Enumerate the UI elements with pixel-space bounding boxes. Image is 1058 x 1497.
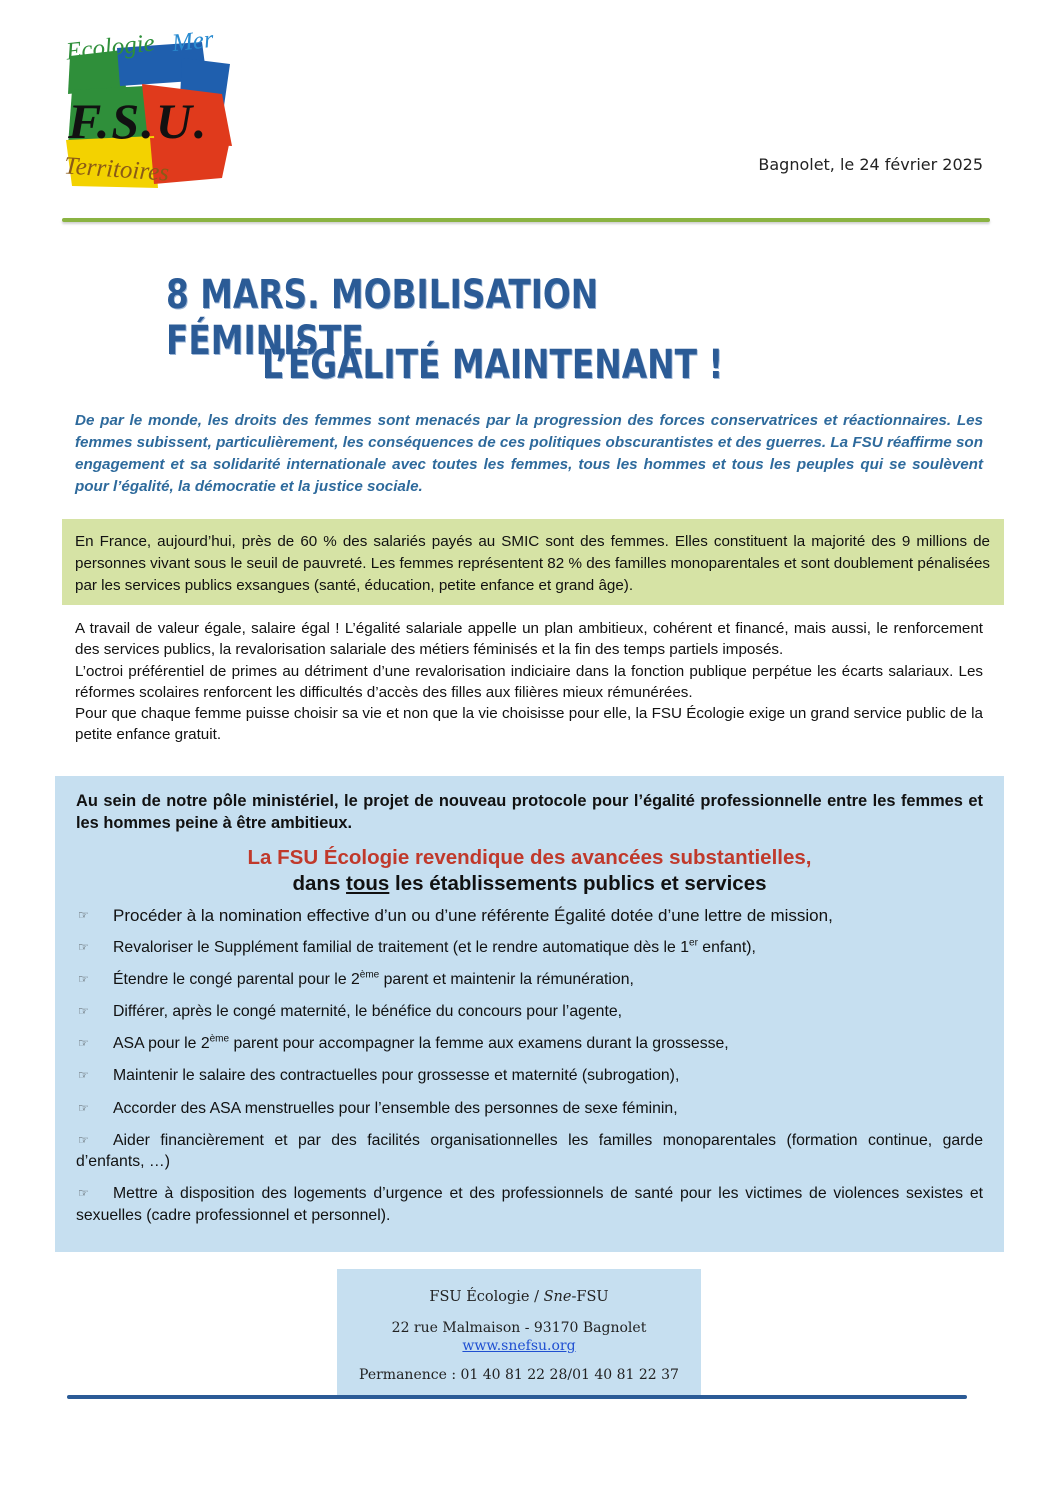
pointing-hand-icon: ☞ bbox=[78, 1004, 89, 1019]
demand-item bbox=[76, 1098, 983, 1120]
claim-line-1: La FSU Écologie revendique des avancées substantielles, bbox=[247, 846, 812, 869]
statistics-text: En France, aujourd’hui, près de 60 % des salariés payés au SMIC sont des femmes. Elles constituent la majorité des 9 millions de personnes vivant sous le seuil de pauvreté. Les femmes représentent 82 % des familles monoparentales et sont doublement pénalisées par les services publics exsangues (santé, éducation, petite enfance et grand âge). bbox=[75, 533, 990, 594]
logo-word-ecologie: Ecologie bbox=[64, 29, 156, 66]
demand-item bbox=[76, 1065, 983, 1087]
headline-line-1: 8 MARS. MOBILISATION FÉMINISTE bbox=[166, 272, 599, 364]
footer-address: 22 rue Malmaison - 93170 Bagnolet bbox=[391, 1320, 647, 1336]
headline-line-2: L’ÉGALITÉ MAINTENANT ! bbox=[262, 342, 724, 388]
footer-org-name: FSU Écologie / bbox=[429, 1289, 544, 1305]
document-date: Bagnolet, le 24 février 2025 bbox=[758, 155, 983, 174]
demand-text-tail: parent et maintenir la rémunération, bbox=[379, 971, 634, 989]
demand-superscript: ème bbox=[359, 969, 380, 981]
claim-line-2-start: dans bbox=[292, 872, 347, 895]
footer-org-suffix: -FSU bbox=[571, 1289, 609, 1305]
intro-paragraph: De par le monde, les droits des femmes sont menacés par la progression des forces conservatrices et réactionnaires. Les femmes subissent, particulièrement, les conséquences de ces politiques obscurantistes et des guerres. La FSU réaffirme son engagement et sa solidarité internationale avec toutes les femmes, tous les hommes et tous les peuples qui se soulèvent pour l’égalité, la démocratie et la justice sociale. bbox=[75, 412, 983, 495]
pointing-hand-icon: ☞ bbox=[78, 1036, 89, 1051]
pointing-hand-icon: ☞ bbox=[78, 972, 89, 987]
claim-line-2-end: les établissements publics et services bbox=[389, 872, 767, 895]
body-paragraph-1: A travail de valeur égale, salaire égal ! L’égalité salariale appelle un plan ambitieux, cohérent et financé, mais aussi, le renforcement des services publics, la revalorisation salariale des métiers féminisés et la fin des temps partiels imposés. bbox=[75, 620, 983, 659]
demand-text: Revaloriser le Supplément familial de traitement (et le rendre automatique dès le 1 bbox=[113, 939, 690, 957]
demand-item bbox=[76, 1183, 983, 1226]
footer-phone: Permanence : 01 40 81 22 28/01 40 81 22 37 bbox=[359, 1367, 679, 1383]
demand-item bbox=[76, 1001, 983, 1023]
demand-text-tail: parent pour accompagner la femme aux examens durant la grossesse, bbox=[229, 1035, 729, 1053]
demands-lead: Au sein de notre pôle ministériel, le projet de nouveau protocole pour l’égalité professionnelle entre les femmes et les hommes peine à être ambitieux. bbox=[76, 792, 983, 832]
demand-item bbox=[76, 937, 983, 959]
footer-organization bbox=[337, 1289, 701, 1305]
fsu-logo bbox=[62, 25, 237, 198]
claim-line-2-emphasis: tous bbox=[346, 872, 390, 895]
logo-word-territoires: Territoires bbox=[63, 152, 170, 187]
demand-item bbox=[76, 1033, 983, 1055]
header-divider bbox=[62, 218, 990, 222]
logo-word-fsu: F.S.U. bbox=[68, 93, 209, 149]
demand-text: Maintenir le salaire des contractuelles pour grossesse et maternité (subrogation), bbox=[113, 1067, 680, 1085]
statistics-box bbox=[62, 519, 1004, 605]
claim-line-2 bbox=[76, 871, 983, 897]
footer-divider bbox=[67, 1395, 967, 1399]
demand-text: Différer, après le congé maternité, le bénéfice du concours pour l’agente, bbox=[113, 1003, 623, 1021]
demand-superscript: ème bbox=[209, 1034, 230, 1046]
demand-text: Aider financièrement et par des facilités organisationnelles les familles monoparentales (formation continue, garde d’enfants, …) bbox=[76, 1131, 983, 1171]
demand-text: ASA pour le 2 bbox=[113, 1035, 210, 1053]
demands-box bbox=[55, 776, 1004, 1252]
website-link[interactable]: www.snefsu.org bbox=[462, 1338, 576, 1354]
demand-superscript: er bbox=[689, 937, 698, 949]
footer-org-italic: Sne bbox=[543, 1289, 572, 1305]
body-paragraph-3: Pour que chaque femme puisse choisir sa vie et non que la vie choisisse pour elle, la FSU Écologie exige un grand service public de la petite enfance gratuit. bbox=[75, 705, 983, 744]
demand-text: Procéder à la nomination effective d’un ou d’une référente Égalité dotée d’une lettre de mission, bbox=[113, 906, 833, 925]
body-text bbox=[75, 618, 983, 746]
demand-item bbox=[76, 1130, 983, 1173]
demand-text: Mettre à disposition des logements d’urgence et des professionnels de santé pour les victimes de violences sexistes et sexuelles (cadre professionnel et personnel). bbox=[76, 1185, 983, 1224]
demand-text: Accorder des ASA menstruelles pour l’ensemble des personnes de sexe féminin, bbox=[113, 1099, 678, 1117]
pointing-hand-icon: ☞ bbox=[78, 940, 89, 955]
demands-list bbox=[76, 905, 983, 1226]
pointing-hand-icon: ☞ bbox=[78, 908, 89, 922]
pointing-hand-icon: ☞ bbox=[78, 1132, 89, 1147]
body-paragraph-2: L’octroi préférentiel de primes au détriment d’une revalorisation indiciaire dans la fonction publique perpétue les écarts salariaux. Les réformes scolaires renforcent les difficultés d’accès des filles aux filières mieux rémunérées. bbox=[75, 662, 983, 701]
demand-text: Étendre le congé parental pour le 2 bbox=[113, 971, 360, 989]
contact-footer bbox=[337, 1269, 701, 1397]
demand-item bbox=[76, 905, 983, 927]
demand-item bbox=[76, 969, 983, 991]
pointing-hand-icon: ☞ bbox=[78, 1068, 89, 1083]
demand-text-tail: enfant), bbox=[697, 939, 756, 957]
logo-word-mer: Mer bbox=[170, 25, 215, 58]
pointing-hand-icon: ☞ bbox=[78, 1100, 89, 1115]
pointing-hand-icon: ☞ bbox=[78, 1186, 89, 1201]
